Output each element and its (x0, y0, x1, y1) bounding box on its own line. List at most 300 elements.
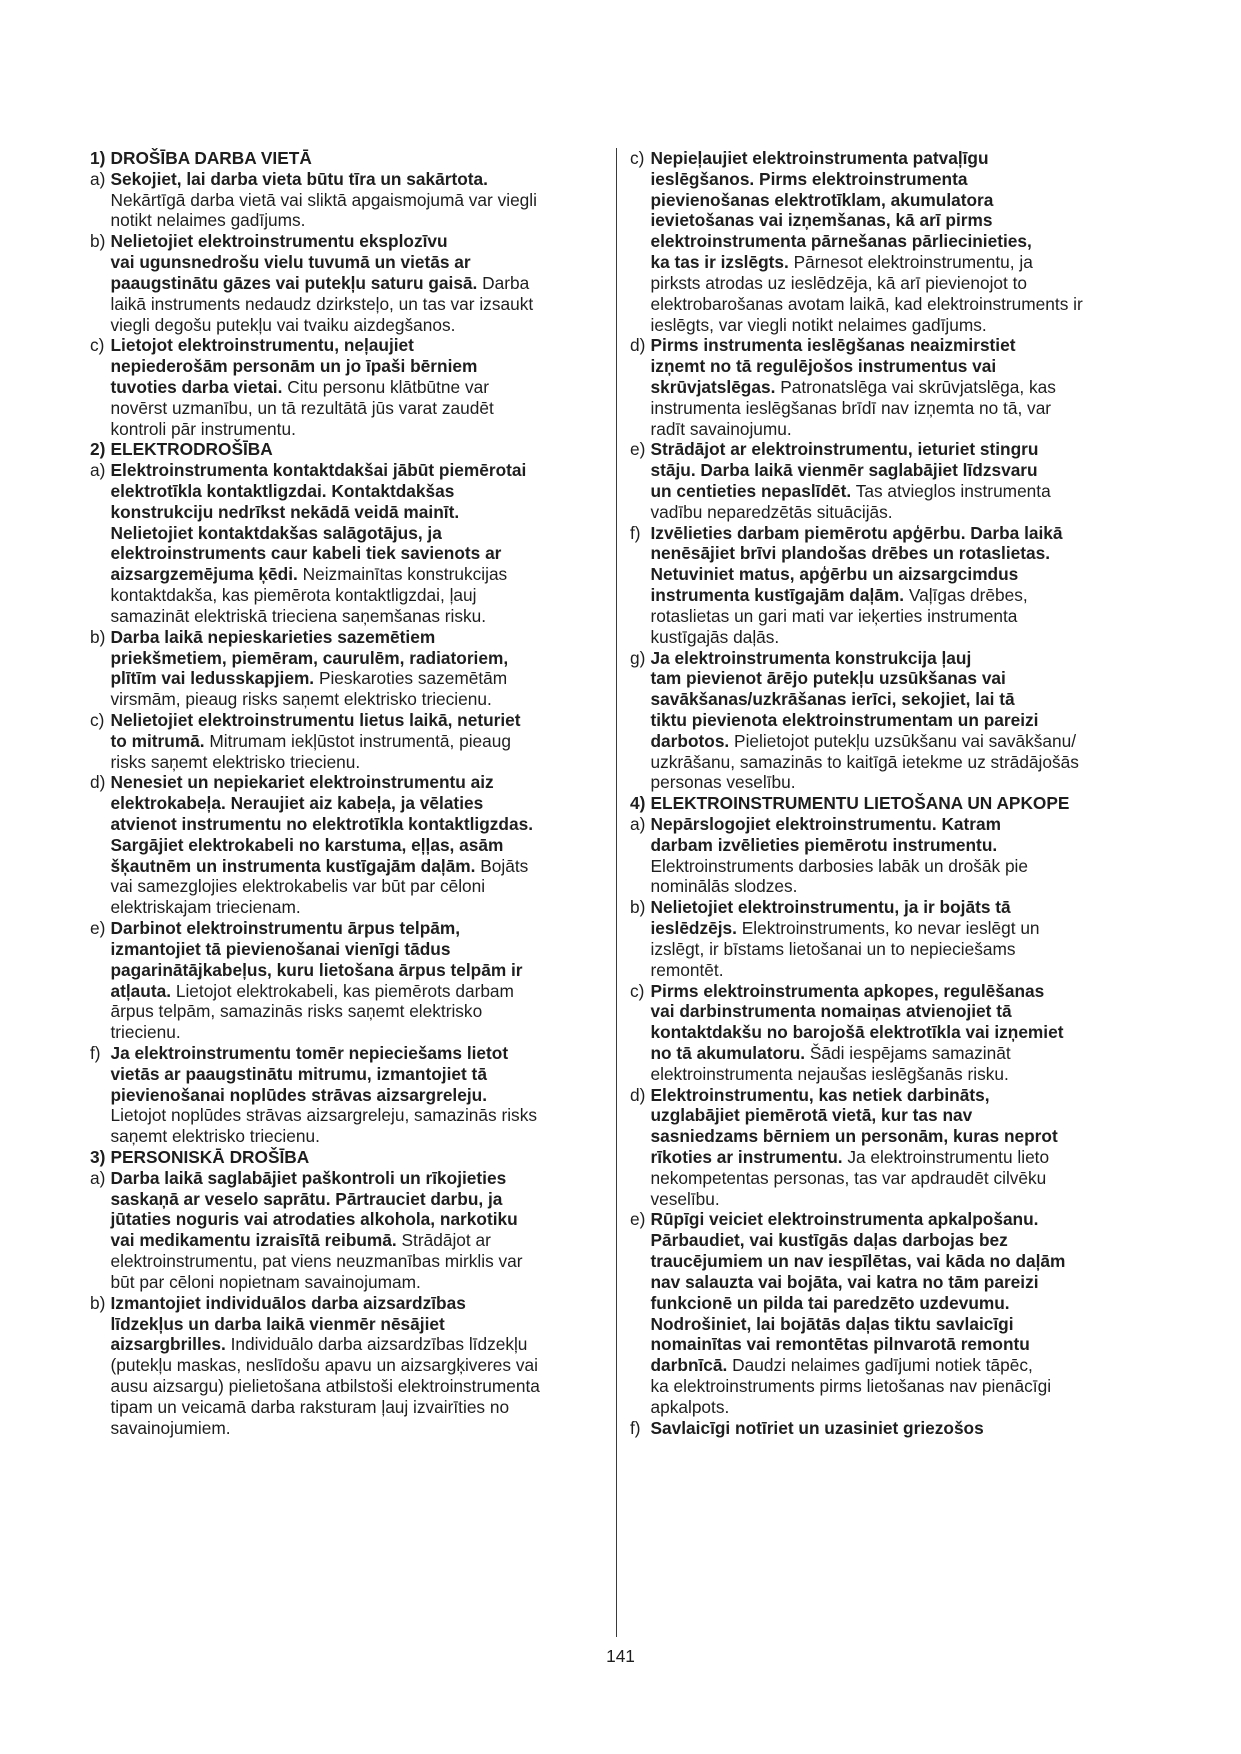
text-line (651, 1085, 1146, 1106)
bold-text: Strādājot ar elektroinstrumentu, ieturiet stingru (650, 439, 1039, 460)
bold-text: darbotos. (650, 730, 730, 751)
body-text: vadību neparedzētās situācijās. (650, 501, 893, 522)
item-label: b) (630, 897, 646, 918)
bold-text: aizsargbrilles. (110, 1334, 226, 1355)
section-heading (90, 439, 605, 460)
text-line (111, 419, 606, 440)
text-line (111, 793, 606, 814)
bold-text: Elektroinstrumentu, kas netiek darbināts, (650, 1084, 990, 1105)
bold-text: Savlaicīgi notīriet un uzasiniet griezošos (650, 1417, 984, 1438)
text-line (651, 398, 1146, 419)
text-line (651, 335, 1146, 356)
bold-text: pievienošanas elektrotīklam, akumulatora (650, 189, 994, 210)
text-line (111, 1397, 606, 1418)
item-label: c) (90, 709, 105, 730)
body-text: Mitrumam iekļūstot instrumentā, pieaug (209, 730, 511, 751)
text-line (651, 1001, 1146, 1022)
text-line (111, 1209, 606, 1230)
list-item-body (111, 1168, 606, 1293)
list-item (90, 918, 605, 1043)
body-text: apkalpots. (650, 1396, 730, 1417)
text-line (651, 856, 1146, 877)
body-text: savainojumiem. (110, 1417, 231, 1438)
body-text: Individuālo darba aizsardzības līdzekļu (230, 1334, 528, 1355)
section-heading-body (651, 793, 1146, 814)
text-line (111, 252, 606, 273)
bold-text: Izmantojiet individuālos darba aizsardzības (110, 1292, 466, 1313)
item-label: d) (90, 772, 106, 793)
text-line (111, 148, 606, 169)
body-text: instrumenta ieslēgšanas brīdī nav izņemta no tā, var (650, 397, 1052, 418)
text-line (111, 1085, 606, 1106)
list-item (630, 1085, 1145, 1210)
bold-text: Lietojot elektroinstrumentu, neļaujiet (110, 335, 414, 356)
section-number: 4) (630, 793, 646, 814)
item-label: b) (90, 231, 106, 252)
text-line (111, 876, 606, 897)
bold-text: Darba laikā nepieskarieties sazemētiem (110, 626, 436, 647)
text-line (111, 1022, 606, 1043)
text-line (111, 1418, 606, 1439)
section-heading (90, 148, 605, 169)
body-text: (putekļu maskas, neslīdošu apavu un aizsargķiveres vai (110, 1355, 538, 1376)
text-line (111, 460, 606, 481)
text-line (111, 398, 606, 419)
body-text: izslēgt, ir bīstams lietošanai un to nepieciešams (650, 938, 1016, 959)
body-text: radīt savainojumu. (650, 418, 792, 439)
right-column (630, 148, 1145, 1438)
section-number: 2) (90, 439, 106, 460)
bold-text: saskaņā ar veselo saprātu. Pārtrauciet darbu, ja (110, 1188, 503, 1209)
item-label: e) (630, 1209, 646, 1230)
text-line (111, 814, 606, 835)
text-line (651, 315, 1146, 336)
list-item (630, 981, 1145, 1085)
page-number: 141 (606, 1646, 635, 1666)
bold-text: līdzekļus un darba laikā vienmēr nēsājiet (110, 1313, 445, 1334)
list-item (90, 231, 605, 335)
list-item-body (111, 772, 606, 918)
bold-text: Darba laikā saglabājiet paškontroli un rīkojieties (110, 1167, 507, 1188)
text-line (111, 668, 606, 689)
text-line (651, 169, 1146, 190)
bold-text: Nelietojiet elektroinstrumentu eksplozīvu (110, 231, 448, 252)
bold-text: pagarinātājkabeļus, kuru lietošana ārpus telpām ir (110, 959, 523, 980)
item-label: a) (90, 460, 106, 481)
bold-text: un centieties nepaslīdēt. (650, 481, 852, 501)
text-line (111, 315, 606, 336)
bold-text: pievienošanai noplūdes strāvas aizsargreleju. (110, 1084, 488, 1105)
list-item-body (651, 523, 1146, 648)
body-text: elektroinstrumentu, pat viens neuzmanības mirklis var (110, 1251, 523, 1272)
bold-text: Nepieļaujiet elektroinstrumenta patvaļīgu (650, 148, 989, 168)
bold-text: šķautnēm un instrumenta kustīgajām daļām. (110, 855, 476, 876)
body-text: Lietojot elektrokabeli, kas piemērots darbam (175, 980, 514, 1001)
bold-text: funkcionē un pilda tai paredzēto uzdevumu. (650, 1292, 1010, 1313)
text-line (651, 1064, 1146, 1085)
bold-text: ieslēdzējs. (650, 918, 737, 939)
text-line (111, 1001, 606, 1022)
text-line (111, 731, 606, 752)
text-line (651, 252, 1146, 273)
text-line (651, 1293, 1146, 1314)
list-item (630, 1209, 1145, 1417)
body-text: Patronatslēga vai skrūvjatslēga, kas (780, 376, 1056, 397)
body-text: risks saņemt elektrisko triecienu. (110, 751, 361, 772)
bold-text: Nepārslogojiet elektroinstrumentu. Katram (650, 814, 1002, 834)
text-line (651, 210, 1146, 231)
list-item (630, 439, 1145, 522)
list-item-body (651, 1418, 1146, 1439)
text-line (111, 190, 606, 211)
text-line (651, 1272, 1146, 1293)
text-line (651, 918, 1146, 939)
section-number: 3) (90, 1147, 106, 1167)
column-divider (616, 148, 617, 1637)
text-line (111, 752, 606, 773)
bold-text: nepiederošām personām un jo īpaši bērniem (110, 356, 478, 377)
text-line (651, 1126, 1146, 1147)
text-line (111, 835, 606, 856)
item-label: c) (630, 148, 645, 168)
text-line (651, 585, 1146, 606)
item-label: e) (630, 439, 646, 460)
bold-text: nomainītas vai remontētas pilnvarotā remontu (650, 1334, 1030, 1355)
body-text: Neizmainītas konstrukcijas (302, 564, 508, 585)
body-text: Šādi iespējams samazināt (809, 1042, 1011, 1063)
text-line (111, 481, 606, 502)
text-line (111, 294, 606, 315)
item-label: a) (90, 168, 106, 189)
text-line (111, 543, 606, 564)
bold-text: Nelietojiet elektroinstrumentu, ja ir bojāts tā (650, 897, 1011, 918)
section-title: DROŠĪBA DARBA VIETĀ (110, 148, 312, 168)
list-item-body (111, 169, 606, 231)
list-item (90, 772, 605, 918)
text-line (651, 939, 1146, 960)
body-text: saņemt elektrisko triecienu. (110, 1126, 320, 1147)
body-text: Strādājot ar (401, 1230, 491, 1251)
text-line (111, 710, 606, 731)
text-line (111, 981, 606, 1002)
text-line (651, 1168, 1146, 1189)
item-label: f) (630, 522, 641, 543)
section-heading-body (111, 439, 606, 460)
bold-text: plītīm vai ledusskapjiem. (110, 668, 315, 689)
text-line (111, 564, 606, 585)
text-line (651, 1209, 1146, 1230)
list-item (630, 897, 1145, 980)
bold-text: elektrotīkla kontaktligzdai. Kontaktdakšas (110, 481, 455, 501)
body-text: kontaktdakša, kas piemērota kontaktligzdai, ļauj (110, 585, 477, 606)
list-item (630, 523, 1145, 648)
section-title: ELEKTROINSTRUMENTU LIETOŠANA UN APKOPE (650, 793, 1070, 814)
bold-text: Ja elektroinstrumentu tomēr nepieciešams lietot (110, 1042, 509, 1063)
bold-text: to mitrumā. (110, 730, 205, 751)
body-text: Lietojot noplūdes strāvas aizsargreleju, samazinās risks (110, 1105, 537, 1126)
body-text: laikā instruments nedaudz dzirksteļo, un tas var izsaukt (110, 293, 534, 314)
item-label: d) (630, 335, 646, 356)
body-text: notikt nelaimes gadījums. (110, 210, 306, 231)
list-item-body (651, 897, 1146, 980)
section-heading (630, 793, 1145, 814)
bold-text: traucējumiem un nav iespīlētas, vai kāda no daļām (650, 1251, 1066, 1272)
bold-text: vietās ar paaugstinātu mitrumu, izmantojiet tā (110, 1063, 487, 1084)
body-text: Darba (482, 272, 530, 293)
text-line (651, 294, 1146, 315)
text-line (651, 981, 1146, 1002)
text-line (111, 606, 606, 627)
bold-text: nenēsājiet brīvi plandošas drēbes un rotaslietas. (650, 543, 1051, 564)
text-line (111, 918, 606, 939)
text-line (651, 481, 1146, 502)
text-line (111, 772, 606, 793)
body-text: nekompetentas personas, tas var apdraudēt cilvēku (650, 1167, 1047, 1188)
bold-text: kontaktdakšu no barojošā elektrotīkla vai izņemiet (650, 1022, 1064, 1043)
bold-text: Sekojiet, lai darba vieta būtu tīra un sakārtota. (110, 168, 488, 189)
bold-text: Nelietojiet elektroinstrumentu lietus laikā, neturiet (110, 709, 521, 730)
body-text: Bojāts (480, 855, 529, 876)
section-title: ELEKTRODROŠĪBA (110, 439, 273, 460)
list-item-body (651, 439, 1146, 522)
body-text: novērst uzmanību, un tā rezultātā jūs varat zaudēt (110, 397, 494, 418)
text-line (651, 1022, 1146, 1043)
text-line (651, 356, 1146, 377)
list-item (90, 1168, 605, 1293)
bold-text: Pārbaudiet, vai kustīgās daļas darbojas bez (650, 1230, 1008, 1251)
list-item (90, 710, 605, 772)
list-item (90, 460, 605, 627)
text-line (111, 939, 606, 960)
bold-text: elektroinstruments caur kabeli tiek savienots ar (110, 543, 502, 564)
list-item-body (651, 648, 1146, 794)
list-item-body (111, 460, 606, 627)
list-item-body (111, 231, 606, 335)
body-text: Nekārtīgā darba vietā vai sliktā apgaismojumā var viegli (110, 189, 537, 210)
bold-text: Izvēlieties darbam piemērotu apģērbu. Darba laikā (650, 522, 1063, 543)
body-text: viegli degošu putekļu vai tvaiku aizdegšanos. (110, 314, 456, 335)
text-line (111, 1064, 606, 1085)
bold-text: rīkoties ar instrumentu. (650, 1147, 843, 1167)
text-line (111, 502, 606, 523)
body-text: nominālās slodzes. (650, 876, 798, 897)
bold-text: darbam izvēlieties piemērotu instrumentu. (650, 834, 998, 855)
text-line (111, 1314, 606, 1335)
bold-text: Elektroinstrumenta kontaktdakšai jābūt piemērotai (110, 460, 527, 481)
list-item (90, 627, 605, 710)
text-line (111, 377, 606, 398)
body-text: Tas atvieglos instrumenta (855, 481, 1051, 501)
text-line (651, 460, 1146, 481)
bold-text: Nenesiet un nepiekariet elektroinstrumentu aiz (110, 772, 494, 793)
body-text: Ja elektroinstrumentu lieto (847, 1147, 1050, 1167)
text-line (111, 1147, 606, 1168)
list-item-body (651, 1085, 1146, 1210)
text-line (651, 627, 1146, 648)
bold-text: vai darbinstrumenta nomaiņas atvienojiet tā (650, 1001, 1012, 1022)
bold-text: vai ugunsnedrošu vielu tuvumā un vietās ar (110, 252, 471, 273)
body-text: Pārnesot elektroinstrumentu, ja (793, 252, 1033, 273)
body-text: samazināt elektriskā trieciena saņemšanas risku. (110, 605, 487, 626)
list-item-body (651, 148, 1146, 335)
text-line (111, 1189, 606, 1210)
body-text: remontēt. (650, 959, 724, 980)
text-line (651, 752, 1146, 773)
text-line (111, 689, 606, 710)
text-line (651, 564, 1146, 585)
body-text: būt par cēloni nopietnam savainojumam. (110, 1271, 421, 1292)
bold-text: ieslēgšanos. Pirms elektroinstrumenta (650, 168, 968, 189)
bold-text: no tā akumulatoru. (650, 1042, 806, 1063)
list-item (630, 1418, 1145, 1439)
bold-text: jūtaties noguris vai atrodaties alkohola, narkotiku (110, 1209, 518, 1230)
item-label: a) (90, 1167, 106, 1188)
text-line (651, 439, 1146, 460)
text-line (111, 335, 606, 356)
body-text: kustīgajās daļās. (650, 626, 780, 647)
bold-text: atvienot instrumentu no elektrotīkla kontaktligzdas. (110, 814, 534, 834)
text-line (651, 668, 1146, 689)
list-item-body (651, 814, 1146, 897)
body-text: Vaļīgas drēbes, (908, 585, 1028, 606)
item-label: e) (90, 918, 106, 939)
text-line (111, 1230, 606, 1251)
body-text: kontroli pār instrumentu. (110, 418, 296, 439)
text-line (111, 231, 606, 252)
body-text: elektriskajam triecienam. (110, 897, 301, 918)
body-text: triecienu. (110, 1022, 181, 1043)
item-label: d) (630, 1084, 646, 1105)
item-label: g) (630, 647, 646, 668)
text-line (651, 1189, 1146, 1210)
text-line (651, 231, 1146, 252)
text-line (111, 439, 606, 460)
text-line (651, 543, 1146, 564)
list-item-body (651, 1209, 1146, 1417)
text-line (651, 689, 1146, 710)
bold-text: elektrokabeļa. Neraujiet aiz kabeļa, ja vēlaties (110, 793, 484, 814)
section-heading-body (111, 148, 606, 169)
body-text: rotaslietas un gari mati var ieķerties instrumenta (650, 605, 1018, 626)
list-item (90, 1293, 605, 1439)
text-line (111, 210, 606, 231)
text-line (651, 814, 1146, 835)
text-line (651, 1314, 1146, 1335)
bold-text: aizsargzemējuma ķēdi. (110, 564, 298, 585)
bold-text: nav salauzta vai bojāta, vai katra no tām pareizi (650, 1271, 1039, 1292)
bold-text: Darbinot elektroinstrumentu ārpus telpām, (110, 918, 461, 939)
text-line (111, 648, 606, 669)
bold-text: stāju. Darba laikā vienmēr saglabājiet līdzsvaru (650, 460, 1038, 481)
list-item-body (111, 335, 606, 439)
body-text: pirksts atrodas uz ieslēdzēja, kā arī pievienojot to (650, 272, 1028, 293)
text-line (651, 897, 1146, 918)
text-line (111, 523, 606, 544)
left-column (90, 148, 605, 1438)
body-text: ka elektroinstruments pirms lietošanas nav pienācīgi (650, 1375, 1052, 1396)
list-item-body (651, 335, 1146, 439)
bold-text: Sargājiet elektrokabeli no karstuma, eļļas, asām (110, 834, 504, 855)
item-label: f) (630, 1417, 641, 1438)
bold-text: izmantojiet tā pievienošanai vienīgi tādus (110, 938, 451, 959)
body-text: veselību. (650, 1188, 720, 1209)
body-text: Citu personu klātbūtne var (287, 376, 489, 397)
item-label: c) (630, 980, 645, 1001)
text-line (651, 1251, 1146, 1272)
text-line (651, 606, 1146, 627)
text-line (651, 1334, 1146, 1355)
list-item-body (111, 627, 606, 710)
list-item-body (111, 918, 606, 1043)
text-line (651, 1105, 1146, 1126)
section-heading (90, 1147, 605, 1168)
text-line (111, 627, 606, 648)
body-text: ausu aizsargu) pielietošana atbilstoši elektroinstrumenta (110, 1375, 540, 1396)
bold-text: savākšanas/uzkrāšanas ierīci, sekojiet, lai tā (650, 689, 1015, 710)
bold-text: priekšmetiem, piemēram, caurulēm, radiatoriem, (110, 647, 509, 668)
bold-text: skrūvjatslēgas. (650, 376, 776, 397)
section-heading-body (111, 1147, 606, 1168)
list-item-body (111, 1043, 606, 1147)
item-label: f) (90, 1042, 101, 1063)
list-item (90, 1043, 605, 1147)
body-text: tipam un veicamā darba raksturam ļauj izvairīties no (110, 1396, 510, 1417)
body-text: ieslēgts, var viegli notikt nelaimes gadījums. (650, 314, 987, 335)
bold-text: ka tas ir izslēgts. (650, 252, 789, 273)
section-number: 1) (90, 148, 106, 168)
text-line (651, 1418, 1146, 1439)
item-label: b) (90, 1292, 106, 1313)
text-line (111, 1043, 606, 1064)
bold-text: Pirms elektroinstrumenta apkopes, regulēšanas (650, 980, 1045, 1001)
text-line (111, 1105, 606, 1126)
text-line (651, 1147, 1146, 1168)
body-text: personas veselību. (650, 772, 796, 793)
text-line (111, 1272, 606, 1293)
list-item (90, 169, 605, 231)
text-line (651, 190, 1146, 211)
text-line (651, 377, 1146, 398)
text-line (651, 1355, 1146, 1376)
bold-text: atļauta. (110, 980, 172, 1001)
bold-text: uzglabājiet piemērotā vietā, kur tas nav (650, 1105, 973, 1126)
list-item (630, 814, 1145, 897)
text-line (111, 1334, 606, 1355)
list-item-body (651, 981, 1146, 1085)
bold-text: instrumenta kustīgajām daļām. (650, 585, 905, 606)
text-line (651, 960, 1146, 981)
text-line (651, 1230, 1146, 1251)
bold-text: Nelietojiet kontaktdakšas salāgotājus, ja (110, 522, 442, 543)
list-item (630, 148, 1145, 335)
bold-text: elektroinstrumenta pārnešanas pārliecinieties, (650, 231, 1032, 252)
section-title: PERSONISKĀ DROŠĪBA (110, 1147, 310, 1167)
bold-text: ievietošanas vai izņemšanas, kā arī pirms (650, 210, 993, 231)
bold-text: tuvoties darba vietai. (110, 376, 283, 397)
text-line (111, 897, 606, 918)
body-text: elektrobarošanas avotam laikā, kad elektroinstruments ir (650, 293, 1083, 314)
text-line (651, 1376, 1146, 1397)
text-line (111, 1376, 606, 1397)
bold-text: izņemt no tā regulējošos instrumentus vai (650, 356, 997, 377)
item-label: b) (90, 626, 106, 647)
text-line (651, 502, 1146, 523)
bold-text: Pirms instrumenta ieslēgšanas neaizmirstiet (650, 335, 1016, 356)
text-line (111, 356, 606, 377)
bold-text: tiktu pievienota elektroinstrumentam un pareizi (650, 709, 1039, 730)
body-text: Pielietojot putekļu uzsūkšanu vai savākšanu/ (734, 730, 1077, 751)
text-line (111, 169, 606, 190)
